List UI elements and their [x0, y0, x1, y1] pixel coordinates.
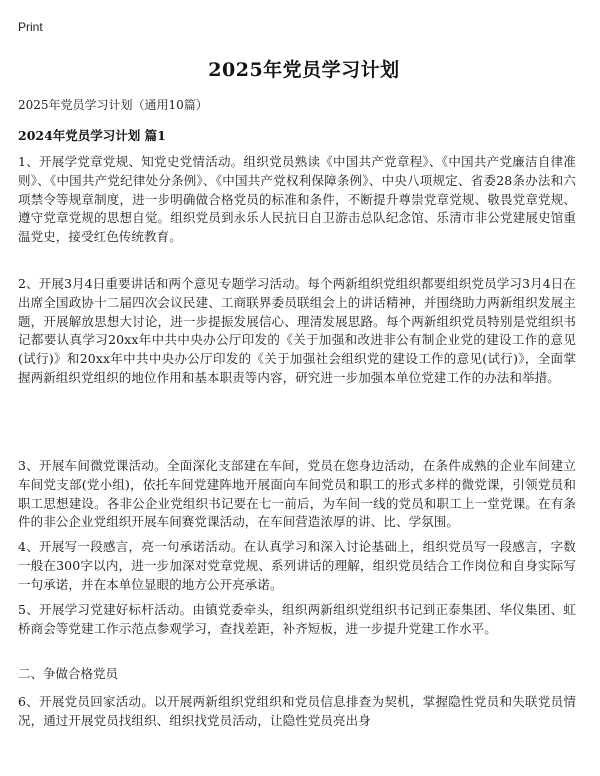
subheading-2: 二、争做合格党员 — [18, 666, 119, 681]
paragraph-1: 1、开展学党章党规、知党史党情活动。组织党员熟读《中国共产党章程》、《中国共产党廉洁自律准则》、《中国共产党纪律处分条例》、《中国共产党权利保障条例》、中央八项规定、省委28条办法和六项禁令等规章制度，进一步明确做合格党员的标准和条件，不断提升尊崇党章党规、敬畏党章党规、遵守党章党规的思想自觉。组织党员到永乐人民抗日自卫游击总队纪念馆、乐清市非公党建展史馆重温党史，接受红色传统教育。 — [18, 154, 576, 245]
document-subtitle: 2025年党员学习计划（通用10篇） — [18, 98, 208, 112]
paragraph-5: 5、开展学习党建好标杆活动。由镇党委牵头，组织两新组织党组织书记到正泰集团、华仪集团、虹桥商会等党建工作示范点参观学习，查找差距，补齐短板，进一步提升党建工作水平。 — [18, 602, 576, 636]
paragraph-3: 3、开展车间微党课活动。全面深化支部建在车间，党员在您身边活动，在条件成熟的企业车间建立车间党支部(党小组)，依托车间党建阵地开展面向车间党员和职工的形式多样的微党课，引领党员和职工思想建设。各非公企业党组织书记要在七一前后，为车间一线的党员和职工上一堂党课。在有条件的非公企业党组织开展车间赛党课活动，在车间营造浓厚的讲、比、学氛围。 — [18, 458, 576, 530]
paragraph-6: 6、开展党员回家活动。以开展两新组织党组织和党员信息排查为契机，掌握隐性党员和失联党员情况，通过开展党员找组织、组织找党员活动，让隐性党员亮出身 — [18, 694, 576, 728]
section-heading: 2024年党员学习计划 篇1 — [18, 128, 166, 143]
paragraph-4: 4、开展写一段感言，亮一句承诺活动。在认真学习和深入讨论基础上，组织党员写一段感言，字数一般在300字以内，进一步加深对党章党规、系列讲话的理解，组织党员结合工作岗位和自身实际写一句承诺，并在本单位显眼的地方公开亮承诺。 — [18, 539, 576, 592]
document-title: 2025年党员学习计划 — [208, 59, 400, 81]
paragraph-2: 2、开展3月4日重要讲话和两个意见专题学习活动。每个两新组织党组织都要组织党员学习3月4日在出席全国政协十二届四次会议民建、工商联界委员联组会上的讲话精神，并围绕助力两新组织发展主题，开展解放思想大讨论，进一步提振发展信心、理清发展思路。每个两新组织党员特别是党组织书记都要认真学习20xx年中共中央办公厅印发的《关于加强和改进非公有制企业党的建设工作的意见(试行)》和20xx年中共中央办公厅印发的《关于加强社会组织党的建设工作的意见(试行)》，全面掌握两新组织党组织的地位作用和基本职责等内容，研究进一步加强本单位党建工作的办法和举措。 — [18, 276, 576, 385]
print-link[interactable]: Print — [18, 20, 43, 34]
